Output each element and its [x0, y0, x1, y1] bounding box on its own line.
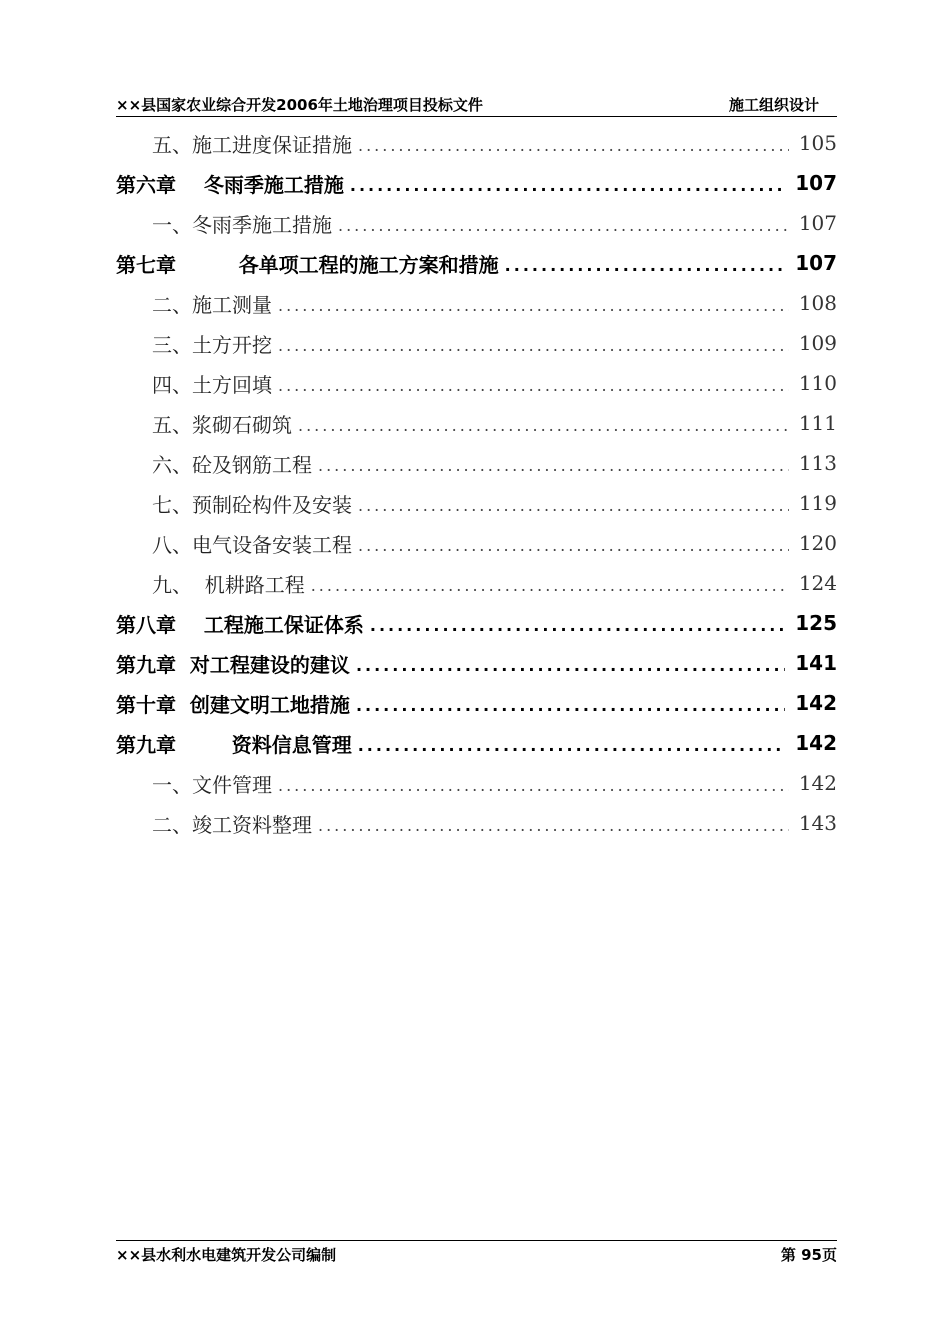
toc-entry-page-number: 113 — [798, 451, 837, 475]
toc-entry-title: 五、浆砌石砌筑 — [152, 412, 292, 437]
toc-section-entry[interactable] — [116, 483, 837, 523]
toc-entry-title: 一、文件管理 — [152, 772, 272, 797]
toc-section-entry[interactable] — [116, 563, 837, 603]
toc-entry-title: 第七章 各单项工程的施工方案和措施 — [116, 252, 499, 277]
toc-entry-title: 第六章 冬雨季施工措施 — [116, 172, 344, 197]
toc-leader-dots — [278, 336, 789, 355]
toc-entry-title: 七、预制砼构件及安装 — [152, 492, 352, 517]
toc-entry-page-number: 143 — [798, 811, 837, 835]
toc-chapter-entry[interactable] — [116, 643, 837, 683]
toc-entry-title: 第九章 对工程建设的建议 — [116, 652, 350, 677]
table-of-contents — [116, 123, 837, 843]
toc-section-entry[interactable] — [116, 323, 837, 363]
toc-entry-title: 第九章 资料信息管理 — [116, 732, 352, 757]
toc-chapter-entry[interactable] — [116, 163, 837, 203]
toc-leader-dots — [358, 136, 789, 155]
toc-section-entry[interactable] — [116, 403, 837, 443]
toc-leader-dots — [356, 696, 785, 715]
toc-entry-page-number: 120 — [798, 531, 837, 555]
toc-entry-title: 一、冬雨季施工措施 — [152, 212, 332, 237]
toc-entry-title: 八、电气设备安装工程 — [152, 532, 352, 557]
toc-leader-dots — [298, 416, 789, 435]
toc-leader-dots — [278, 776, 789, 795]
footer-publisher: ××县水利水电建筑开发公司编制 — [116, 1246, 337, 1264]
toc-leader-dots — [318, 816, 789, 835]
toc-leader-dots — [318, 456, 789, 475]
page-header — [116, 92, 837, 117]
page-footer — [116, 1240, 837, 1265]
toc-entry-page-number: 105 — [798, 131, 837, 155]
toc-entry-page-number: 125 — [795, 611, 837, 635]
toc-entry-title: 二、竣工资料整理 — [152, 812, 312, 837]
header-document-title: ××县国家农业综合开发2006年土地治理项目投标文件 — [116, 96, 483, 114]
toc-leader-dots — [358, 496, 789, 515]
footer-page-number: 第 95页 — [780, 1246, 837, 1264]
toc-entry-page-number: 110 — [798, 371, 837, 395]
toc-leader-dots — [358, 536, 789, 555]
toc-entry-page-number: 108 — [798, 291, 837, 315]
toc-entry-page-number: 141 — [795, 651, 837, 675]
toc-entry-page-number: 111 — [798, 411, 837, 435]
toc-entry-page-number: 109 — [798, 331, 837, 355]
toc-leader-dots — [505, 256, 786, 275]
toc-entry-title: 四、土方回填 — [152, 372, 272, 397]
toc-entry-title: 五、施工进度保证措施 — [152, 132, 352, 157]
toc-leader-dots — [278, 296, 789, 315]
toc-entry-title: 六、砼及钢筋工程 — [152, 452, 312, 477]
toc-chapter-entry[interactable] — [116, 723, 837, 763]
toc-chapter-entry[interactable] — [116, 243, 837, 283]
toc-entry-page-number: 119 — [798, 491, 837, 515]
toc-entry-page-number: 107 — [795, 171, 837, 195]
toc-entry-page-number: 142 — [795, 691, 837, 715]
toc-entry-title: 三、土方开挖 — [152, 332, 272, 357]
toc-leader-dots — [278, 376, 789, 395]
toc-entry-page-number: 107 — [795, 251, 837, 275]
toc-section-entry[interactable] — [116, 203, 837, 243]
toc-entry-title: 二、施工测量 — [152, 292, 272, 317]
toc-leader-dots — [370, 616, 785, 635]
toc-leader-dots — [311, 576, 789, 595]
toc-entry-title: 九、 机耕路工程 — [152, 572, 305, 597]
toc-entry-title: 第八章 工程施工保证体系 — [116, 612, 364, 637]
toc-entry-title: 第十章 创建文明工地措施 — [116, 692, 350, 717]
toc-chapter-entry[interactable] — [116, 683, 837, 723]
toc-section-entry[interactable] — [116, 443, 837, 483]
toc-leader-dots — [338, 216, 789, 235]
toc-entry-page-number: 142 — [798, 771, 837, 795]
toc-chapter-entry[interactable] — [116, 603, 837, 643]
toc-entry-page-number: 124 — [798, 571, 837, 595]
toc-entry-page-number: 107 — [798, 211, 837, 235]
toc-section-entry[interactable] — [116, 523, 837, 563]
toc-leader-dots — [350, 176, 785, 195]
toc-section-entry[interactable] — [116, 363, 837, 403]
toc-section-entry[interactable] — [116, 283, 837, 323]
toc-leader-dots — [356, 656, 785, 675]
toc-section-entry[interactable] — [116, 123, 837, 163]
toc-entry-page-number: 142 — [795, 731, 837, 755]
toc-section-entry[interactable] — [116, 803, 837, 843]
toc-section-entry[interactable] — [116, 763, 837, 803]
header-section-title: 施工组织设计 — [728, 96, 819, 114]
toc-leader-dots — [358, 736, 786, 755]
